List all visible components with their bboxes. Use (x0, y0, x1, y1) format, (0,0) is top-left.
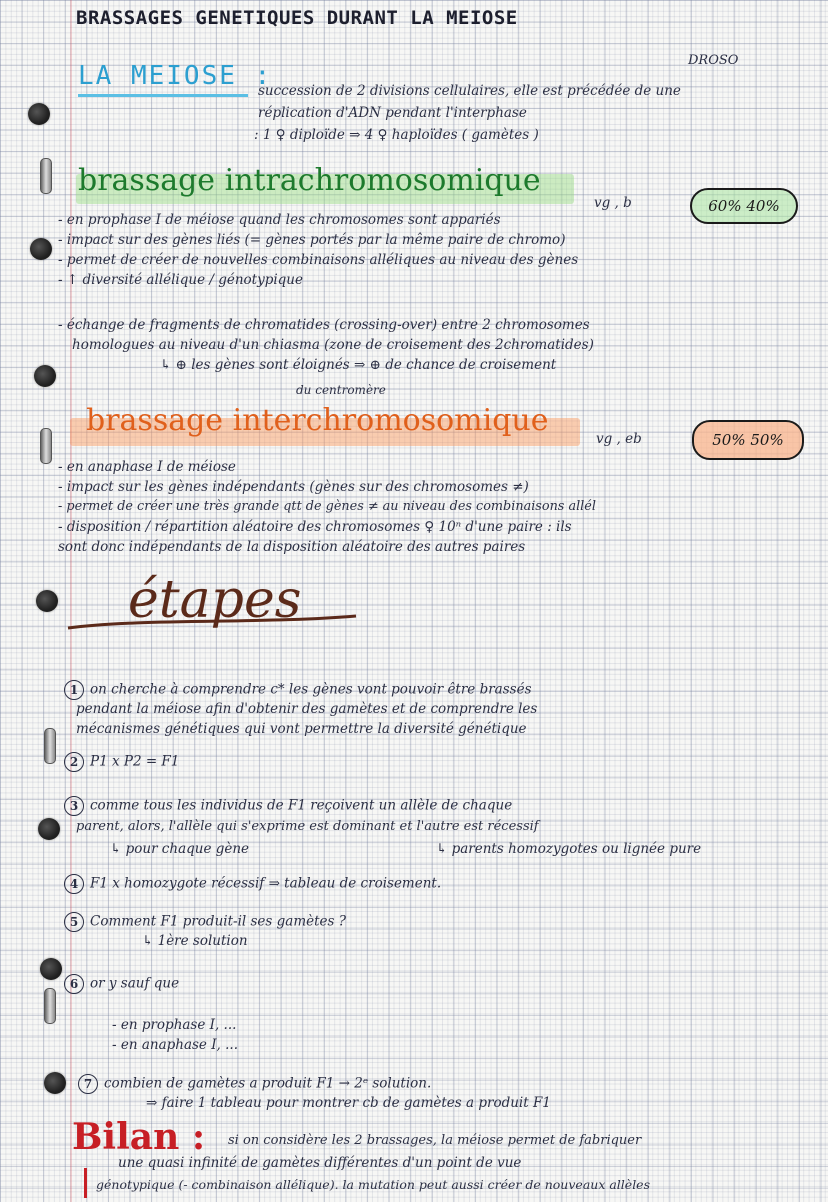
meiose-line-2: réplication d'ADN pendant l'interphase (258, 105, 527, 121)
meiose-underline (78, 94, 248, 97)
step-1-line-1: on cherche à comprendre c* les gènes vont pouvoir être brassés (90, 681, 532, 698)
inter-heading: brassage interchromosomique (86, 403, 549, 438)
step-number: 4 (64, 874, 84, 894)
step-3-line-3: ↳ pour chaque gène (110, 841, 250, 857)
inter-bullet: - en anaphase I de méiose (58, 459, 236, 475)
step-7 (78, 1074, 431, 1094)
inter-bullet: - permet de créer une très grande qtt de gènes ≠ au niveau des combinaisons allél (58, 499, 596, 514)
intra-tag: vg , b (594, 195, 632, 211)
step-1 (64, 680, 532, 700)
inter-bullet: - impact sur les gènes indépendants (gènes sur des chromosomes ≠) (58, 479, 529, 495)
binder-hole (36, 590, 58, 612)
intra-bullet: - permet de créer de nouvelles combinaisons alléliques au niveau des gènes (58, 252, 579, 268)
binder-ring (40, 158, 52, 194)
etapes-heading: étapes (128, 570, 302, 630)
inter-ratio: 50% 50% (712, 431, 784, 449)
margin-line (70, 0, 72, 1202)
meiose-line-1: succession de 2 divisions cellulaires, elle est précédée de une (258, 83, 681, 99)
step-6-line-2: - en prophase I, ... (112, 1017, 237, 1033)
intra-exchange-1: - échange de fragments de chromatides (crossing-over) entre 2 chromosomes (58, 317, 590, 333)
step-3-line-2: parent, alors, l'allèle qui s'exprime est dominant et l'autre est récessif (76, 819, 539, 834)
inter-bullet: - disposition / répartition aléatoire des chromosomes ♀ 10ⁿ d'une paire : ils (58, 519, 572, 535)
bilan-line-2: une quasi infinité de gamètes différentes d'un point de vue (118, 1155, 522, 1171)
binder-hole (40, 958, 62, 980)
step-1-line-2: pendant la méiose afin d'obtenir des gamètes et de comprendre les (76, 701, 538, 717)
intra-heading: brassage intrachromosomique (78, 163, 541, 198)
step-7-line-1: combien de gamètes a produit F1 → 2ᵉ solution. (104, 1075, 432, 1092)
inter-bullet: sont donc indépendants de la disposition aléatoire des autres paires (58, 539, 526, 555)
step-5-line-1: Comment F1 produit-il ses gamètes ? (90, 913, 346, 930)
step-number: 2 (64, 752, 84, 772)
step-1-line-3: mécanismes génétiques qui vont permettre la diversité génétique (76, 721, 527, 737)
step-2 (64, 752, 179, 772)
inter-ratio-badge (692, 420, 804, 460)
binder-ring (44, 728, 56, 764)
bilan-line-1: si on considère les 2 brassages, la méiose permet de fabriquer (228, 1133, 642, 1148)
intra-exchange-3: ↳ ⊕ les gènes sont éloignés ⇒ ⊕ de chance de croisement (160, 357, 557, 373)
step-4-line-1: F1 x homozygote récessif ⇒ tableau de croisement. (90, 875, 442, 892)
binder-hole (38, 818, 60, 840)
inter-tag: vg , eb (596, 431, 642, 447)
binder-hole (44, 1072, 66, 1094)
step-number: 3 (64, 796, 84, 816)
step-6 (64, 974, 179, 994)
binder-hole (28, 103, 50, 125)
intra-bullet: - en prophase I de méiose quand les chromosomes sont appariés (58, 212, 501, 228)
bilan-heading: Bilan : (72, 1116, 206, 1158)
intra-bullet: - impact sur des gènes liés (= gènes portés par la même paire de chromo) (58, 232, 566, 248)
droso-note: DROSO (688, 53, 739, 68)
bilan-line-3: génotypique (- combinaison allélique). la mutation peut aussi créer de nouveaux allèles (96, 1177, 650, 1192)
step-3 (64, 796, 512, 816)
step-5 (64, 912, 346, 932)
step-number: 7 (78, 1074, 98, 1094)
meiose-line-3: : 1 ♀ diploïde ⇒ 4 ♀ haploïdes ( gamètes ) (254, 127, 539, 143)
step-3-line-3b: ↳ parents homozygotes ou lignée pure (436, 841, 702, 857)
step-2-line-1: P1 x P2 = F1 (90, 753, 180, 770)
binder-ring (44, 988, 56, 1024)
bilan-margin-mark (84, 1168, 87, 1198)
step-number: 1 (64, 680, 84, 700)
step-number: 5 (64, 912, 84, 932)
step-6-line-1: or y sauf que (90, 975, 180, 992)
step-4 (64, 874, 441, 894)
step-7-line-2: ⇒ faire 1 tableau pour montrer cb de gamètes a produit F1 (146, 1095, 551, 1111)
intra-ratio-badge (690, 188, 798, 224)
intra-bullet: - ↑ diversité allélique / génotypique (58, 272, 303, 288)
step-number: 6 (64, 974, 84, 994)
step-5-line-2: ↳ 1ère solution (142, 933, 248, 949)
binder-ring (40, 428, 52, 464)
intra-exchange-4: du centromère (296, 383, 386, 397)
intra-ratio: 60% 40% (708, 197, 780, 215)
binder-hole (34, 365, 56, 387)
binder-hole (30, 238, 52, 260)
step-6-line-3: - en anaphase I, ... (112, 1037, 239, 1053)
intra-exchange-2: homologues au niveau d'un chiasma (zone de croisement des 2chromatides) (72, 337, 594, 353)
step-3-line-1: comme tous les individus de F1 reçoivent un allèle de chaque (90, 797, 513, 814)
page-title: BRASSAGES GENETIQUES DURANT LA MEIOSE (76, 7, 518, 29)
meiose-label: LA MEIOSE : (78, 61, 273, 91)
